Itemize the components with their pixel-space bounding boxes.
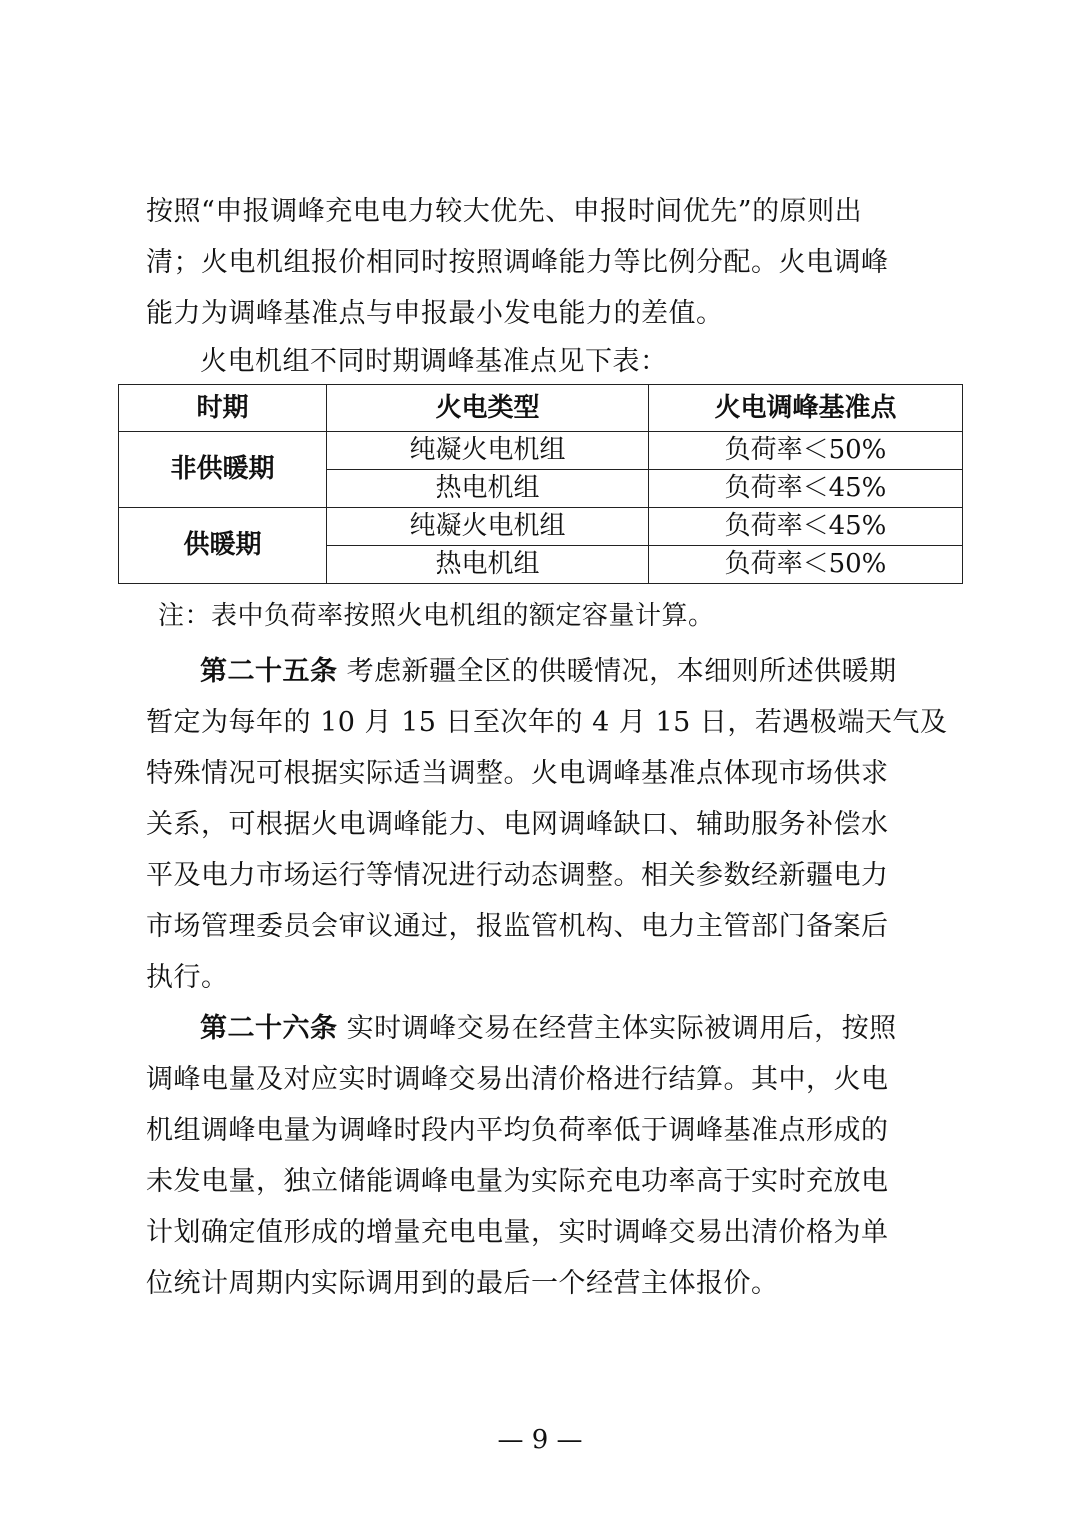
header-benchmark: 火电调峰基准点 [649, 385, 963, 432]
article-26-line: 未发电量，独立储能调峰电量为实际充电功率高于实时充放电 [146, 1166, 889, 1197]
benchmark-table [118, 384, 963, 584]
article-26-line: 计划确定值形成的增量充电电量，实时调峰交易出清价格为单 [146, 1217, 889, 1248]
benchmark-cell: 负荷率＜45% [649, 470, 963, 508]
header-period: 时期 [119, 385, 327, 432]
article-26-heading: 第二十六条 [200, 1013, 338, 1044]
article-25-heading: 第二十五条 [200, 656, 338, 687]
article-25-line: 执行。 [146, 962, 229, 993]
article-26-line: 机组调峰电量为调峰时段内平均负荷率低于调峰基准点形成的 [146, 1115, 889, 1146]
article-26-line: 位统计周期内实际调用到的最后一个经营主体报价。 [146, 1268, 779, 1299]
article-25-first-line [146, 646, 936, 697]
article-25-line: 平及电力市场运行等情况进行动态调整。相关参数经新疆电力 [146, 860, 889, 891]
period-cell: 供暖期 [119, 508, 327, 584]
table-row [119, 508, 963, 546]
article-26-first-text: 实时调峰交易在经营主体实际被调用后，按照 [346, 1013, 897, 1044]
page-number: — 9 — [497, 1425, 583, 1455]
table-row [119, 432, 963, 470]
benchmark-cell: 负荷率＜45% [649, 508, 963, 546]
type-cell: 热电机组 [327, 546, 649, 584]
article-25-first-text: 考虑新疆全区的供暖情况，本细则所述供暖期 [346, 656, 897, 687]
article-26-line: 调峰电量及对应实时调峰交易出清价格进行结算。其中，火电 [146, 1064, 889, 1095]
type-cell: 纯凝火电机组 [327, 432, 649, 470]
table-caption: 火电机组不同时期调峰基准点见下表： [200, 346, 668, 377]
intro-line: 按照“申报调峰充电电力较大优先、申报时间优先”的原则出 [146, 196, 863, 227]
intro-line: 能力为调峰基准点与申报最小发电能力的差值。 [146, 298, 724, 329]
table-header-row [119, 385, 963, 432]
benchmark-cell: 负荷率＜50% [649, 432, 963, 470]
intro-paragraph [146, 186, 936, 339]
header-type: 火电类型 [327, 385, 649, 432]
period-cell: 非供暖期 [119, 432, 327, 508]
article-25-line: 暂定为每年的 10 月 15 日至次年的 4 月 15 日，若遇极端天气及 [146, 707, 948, 738]
article-25 [146, 646, 948, 1003]
benchmark-cell: 负荷率＜50% [649, 546, 963, 584]
article-25-line: 特殊情况可根据实际适当调整。火电调峰基准点体现市场供求 [146, 758, 889, 789]
article-26-first-line [146, 1003, 936, 1054]
intro-line: 清；火电机组报价相同时按照调峰能力等比例分配。火电调峰 [146, 247, 889, 278]
type-cell: 纯凝火电机组 [327, 508, 649, 546]
article-25-line: 关系，可根据火电调峰能力、电网调峰缺口、辅助服务补偿水 [146, 809, 889, 840]
table-note: 注：表中负荷率按照火电机组的额定容量计算。 [158, 601, 715, 631]
article-26 [146, 1003, 936, 1309]
article-25-line: 市场管理委员会审议通过，报监管机构、电力主管部门备案后 [146, 911, 889, 942]
type-cell: 热电机组 [327, 470, 649, 508]
